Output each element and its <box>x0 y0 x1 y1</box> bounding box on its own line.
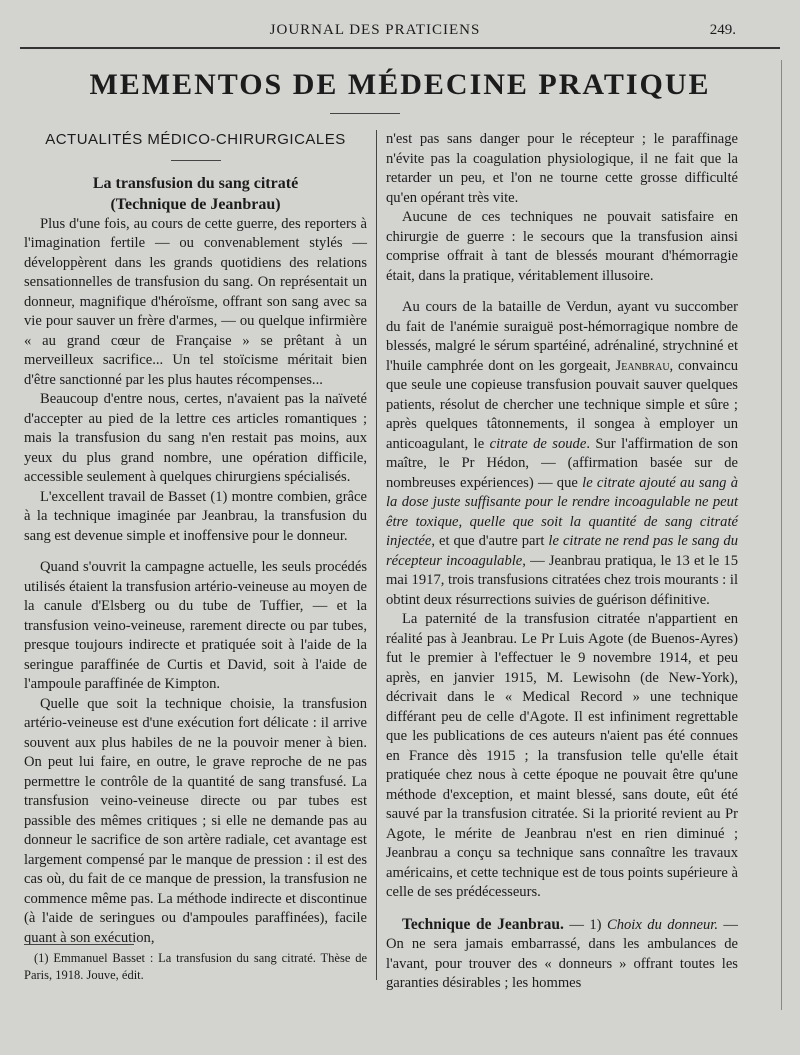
italic-run: Choix du donneur. <box>606 916 718 933</box>
paragraph: L'excellent travail de Basset (1) montre combien, grâce à la technique imaginée par Jeanbrau, la transfusion du sang est devenue simple et inoffensive pour le donneur. <box>24 488 367 544</box>
article-title: La transfusion du sang citraté <box>92 174 299 192</box>
section-title: MEMENTOS DE MÉDECINE PRATIQUE <box>89 68 711 101</box>
paragraph: n'est pas sans danger pour le récepteur ; le paraffinage n'évite pas la coagulation physiologique, il ne fait que la retarder un peu, et l'on ne tourne cette grosse difficulté qu'en opérant très vite. <box>386 131 738 206</box>
paragraph <box>386 298 738 610</box>
italic-run: le citrate ne rend pas le sang du récepteur incoagulable <box>386 533 739 569</box>
text-run: , convaincu que seule une copieuse transfusion pouvait sauver quelques patients, résolut de chercher une technique simple et sûre ; après quelques tâtonnements, il songea à employer un anticoagulant, le <box>386 357 738 452</box>
text-run: — On ne sera jamais embarrassé, dans les ambulances de l'avant, pour trouver des « donneurs » offrant toutes les garanties désirables ; les hommes <box>386 916 739 991</box>
subsection-heading: Technique de Jeanbrau. <box>402 915 564 933</box>
footnote: (1) Emmanuel Basset : La transfusion du sang citraté. Thèse de Paris, 1918. Jouve, édit. <box>24 951 367 982</box>
rubric-heading: ACTUALITÉS MÉDICO-CHIRURGICALES <box>45 131 346 148</box>
running-head: JOURNAL DES PRATICIENS <box>269 22 481 38</box>
paragraph: Plus d'une fois, au cours de cette guerre, des reporters à l'imagination fertile — ou convenablement stylés — développèrent dans les grands quotidiens des relations sensationnelles de transfusion du sang. On représentait un donneur, magnifique d'héroïsme, offrant son sang avec sa vie pour sauver un frère d'armes, — ou quelque infirmière « au grand cœur de Française » se prêtant à un merveilleux sacrifice... Un tel stoïcisme méritait bien d'être sanctionné par les plus hautes récompenses... <box>24 215 367 388</box>
rubric-rule <box>171 160 221 161</box>
paragraph <box>386 915 738 994</box>
text-run: Au cours de la bataille de Verdun, ayant vu succomber du fait de l'anémie suraiguë post-hémorragique nombre de blessés, malgré le sérum spartéiné, adrénaliné, strychniné et l'huile camphrée dont on les gorgeait, <box>386 299 738 374</box>
paragraph: Quand s'ouvrit la campagne actuelle, les seuls procédés utilisés étaient la transfusion artério-veineuse au moyen de la canule d'Elsberg ou du tube de Tuffier, — et la transfusion veino-veineuse, rarement directe ou par tubes, presque toujours indirecte et pratiquée soit à l'aide de la seringue paraffinée de Curtis et David, soit à l'aide de l'ampoule paraffinée de Kimpton. <box>24 559 367 692</box>
italic-run: citrate de soude <box>489 435 587 452</box>
text-run: , et que d'autre part <box>431 533 549 549</box>
page-number: 249. <box>709 22 736 38</box>
right-column <box>386 130 738 994</box>
title-rule <box>330 113 400 114</box>
text-run: . Sur l'affirmation de son maître, le Pr Hédon, — (affirmation basée sur de nombreuses expériences) — que <box>386 435 738 491</box>
left-column <box>24 130 367 948</box>
italic-run: le citrate ajouté au sang à la dose juste suffisante pour le rendre incoagulable ne peut être toxique, quelle que soit la quantité de sang citraté injectée <box>386 474 738 549</box>
text-run: — 1) <box>563 916 607 933</box>
header-rule <box>20 47 780 49</box>
paragraph: La paternité de la transfusion citratée n'appartient en réalité pas à Jeanbrau. Le Pr Luis Agote (de Buenos-Ayres) fut le premier à l'effectuer le 9 novembre 1914, et peu après, en janvier 1915, M. Lewisohn (de New-York), décrivait dans le « Medical Record » une technique différant peu de celle d'Agote. Il est infiniment regrettable que les publications de ces auteurs n'aient pas été connues en France dès 1915 ; la transfusion telle qu'elle était pratiquée chez nous à cette époque ne pouvait être qu'une méthode d'exception, et maint blessé, sans doute, eût été sauvé par la transfusion citratée. Si la priorité revient au Pr Agote, le mérite de Jeanbrau n'est en rien diminué ; Jeanbrau a conçu sa technique sans connaître les travaux américains, et cette technique est de tous points supérieure à celle de ses prédécesseurs. <box>386 611 738 900</box>
paragraph: Aucune de ces techniques ne pouvait satisfaire en chirurgie de guerre : le secours que la transfusion ainsi comprise offrait à tant de blessés mourant d'hémorragie était, dans la pratique, véritablement illusoire. <box>386 209 738 284</box>
text-run: , — Jeanbrau pratiqua, le 13 et le 15 mai 1917, trois transfusions citratées chez trois mourants : il obtint deux résurrections suivies de guérison définitive. <box>386 552 739 608</box>
paragraph: Quelle que soit la technique choisie, la transfusion artério-veineuse est d'une exécution fort délicate : il arrive souvent aux plus habiles de ne la pouvoir mener à bien. On peut lui faire, en outre, le grave reproche de ne pas permettre le contrôle de la quantité de sang transfusé. La transfusion veino-veineuse directe ou par tubes est passible des mêmes critiques ; si elle ne demande pas au donneur le sacrifice de son artère radiale, cet avantage est largement compensé par le manque de pression : il est des cas où, du fait de ce manque de pression, la transfusion ne commence même pas. La méthode indirecte et discontinue (à l'aide de seringues ou d'ampoules paraffinées), facile quant à son exécution, <box>24 695 367 946</box>
column-divider <box>376 130 377 980</box>
article-subtitle: (Technique de Jeanbrau) <box>110 195 281 213</box>
footnote-rule <box>24 944 134 945</box>
author-name: Jeanbrau <box>615 357 670 374</box>
paragraph: Beaucoup d'entre nous, certes, n'avaient pas la naïveté d'accepter au pied de la lettre ces articles romantiques ; mais la transfusion du sang n'en restait pas moins, aux yeux du plus grand nombre, une opération difficile, accessible seulement à quelques chirurgiens spécialisés. <box>24 391 367 485</box>
edge-rule <box>781 60 782 1010</box>
